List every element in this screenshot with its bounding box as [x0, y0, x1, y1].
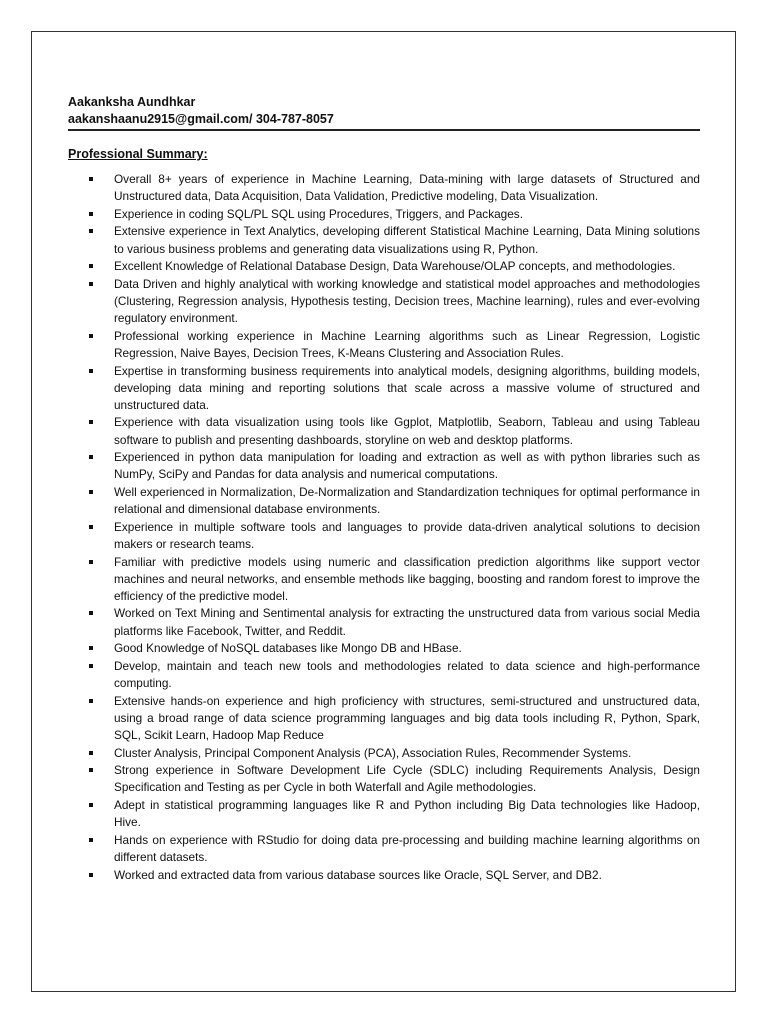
summary-list-item: [114, 171, 700, 205]
bullet-square-icon: [89, 699, 93, 703]
summary-item-text: Well experienced in Normalization, De-Normalization and Standardization techniques for optimal performance in relational and dimensional database environments.: [114, 485, 700, 517]
candidate-name: Aakanksha Aundhkar: [68, 95, 196, 109]
bullet-square-icon: [89, 455, 93, 459]
summary-list-item: [114, 745, 700, 762]
bullet-square-icon: [89, 664, 93, 668]
bullet-square-icon: [89, 611, 93, 615]
summary-item-text: Strong experience in Software Development Life Cycle (SDLC) including Requirements Analysis, Design Specification and Testing as per Cycle in both Waterfall and Agile methodologies.: [114, 763, 700, 795]
bullet-square-icon: [89, 177, 93, 181]
bullet-square-icon: [89, 751, 93, 755]
bullet-square-icon: [89, 490, 93, 494]
summary-item-text: Worked on Text Mining and Sentimental analysis for extracting the unstructured data from various social Media platforms like Facebook, Twitter, and Reddit.: [114, 606, 700, 638]
summary-list-item: [114, 797, 700, 831]
summary-list-item: [114, 867, 700, 884]
summary-item-text: Worked and extracted data from various database sources like Oracle, SQL Server, and DB2.: [114, 867, 602, 882]
summary-list-item: [114, 658, 700, 692]
summary-list-item: [114, 223, 700, 257]
summary-list-item: [114, 414, 700, 448]
resume-page: [31, 31, 736, 992]
bullet-square-icon: [89, 646, 93, 650]
bullet-square-icon: [89, 420, 93, 424]
summary-item-text: Hands on experience with RStudio for doing data pre-processing and building machine learning algorithms on different datasets.: [114, 832, 700, 864]
summary-item-text: Develop, maintain and teach new tools and methodologies related to data science and high-performance computing.: [114, 658, 700, 691]
summary-item-text: Cluster Analysis, Principal Component Analysis (PCA), Association Rules, Recommender Systems.: [114, 745, 632, 760]
summary-list-item: [114, 832, 700, 866]
bullet-square-icon: [89, 838, 93, 842]
summary-list-item: [114, 519, 700, 553]
bullet-square-icon: [89, 282, 93, 286]
summary-item-text: Excellent Knowledge of Relational Database Design, Data Warehouse/OLAP concepts, and methodologies.: [114, 259, 676, 274]
header-divider: [68, 129, 700, 131]
summary-item-text: Adept in statistical programming languages like R and Python including Big Data technologies like Hadoop, Hive.: [114, 798, 700, 830]
section-title-professional-summary: Professional Summary:: [68, 147, 208, 161]
summary-item-text: Overall 8+ years of experience in Machine Learning, Data-mining with large datasets of Structured and Unstructured data, Data Acquisition, Data Validation, Predictive modeling, Data Visualization.: [114, 172, 700, 204]
bullet-square-icon: [89, 369, 93, 373]
summary-list-item: [114, 693, 700, 744]
summary-list-item: [114, 363, 700, 414]
resume-content: [68, 94, 700, 884]
summary-item-text: Expertise in transforming business requirements into analytical models, designing algorithms, building models, developing data mining and reporting solutions that scale across a massive volume of structured and unstructured data.: [114, 363, 700, 412]
summary-list-item: [114, 554, 700, 605]
summary-item-text: Data Driven and highly analytical with working knowledge and statistical model approaches and methodologies (Clustering, Regression analysis, Hypothesis testing, Decision trees, Machine learning), rules and ever-evolving regulatory environment.: [114, 276, 700, 326]
bullet-square-icon: [89, 803, 93, 807]
bullet-square-icon: [89, 264, 93, 268]
summary-item-text: Experienced in python data manipulation for loading and extraction as well as with python libraries such as NumPy, SciPy and Pandas for data analysis and numerical computations.: [114, 450, 700, 482]
summary-item-text: Familiar with predictive models using numeric and classification prediction algorithms like support vector machines and neural networks, and ensemble methods like bagging, boosting and random forest to improve the efficiency of the predictive model.: [114, 554, 700, 603]
summary-item-text: Good Knowledge of NoSQL databases like Mongo DB and HBase.: [114, 641, 462, 656]
summary-item-text: Professional working experience in Machine Learning algorithms such as Linear Regression, Logistic Regression, Naive Bayes, Decision Trees, K-Means Clustering and Association Rules.: [114, 328, 700, 360]
summary-item-text: Extensive experience in Text Analytics, developing different Statistical Machine Learning, Data Mining solutions to various business problems and generating data visualizations using R, Python.: [114, 224, 700, 256]
bullet-square-icon: [89, 229, 93, 233]
bullet-square-icon: [89, 768, 93, 772]
summary-item-text: Extensive hands-on experience and high proficiency with structures, semi-structured and unstructured data, using a broad range of data science programming languages and big data tools including R, Python, Spark, SQL, Scikit Learn, Hadoop Map Reduce: [114, 693, 700, 742]
summary-list-item: [114, 328, 700, 362]
summary-list-item: [114, 762, 700, 796]
summary-list-item: [114, 206, 700, 223]
bullet-square-icon: [89, 560, 93, 564]
summary-list-item: [114, 276, 700, 327]
summary-list-item: [114, 484, 700, 518]
bullet-square-icon: [89, 212, 93, 216]
summary-list-item: [114, 449, 700, 483]
summary-list-item: [114, 258, 700, 275]
bullet-square-icon: [89, 525, 93, 529]
summary-item-text: Experience with data visualization using tools like Ggplot, Matplotlib, Seaborn, Tableau and using Tableau software to publish and presenting dashboards, storyline on web and desktop platforms.: [114, 415, 700, 447]
summary-bullet-list: [68, 171, 700, 884]
bullet-square-icon: [89, 873, 93, 877]
bullet-square-icon: [89, 334, 93, 338]
contact-line: aakanshaanu2915@gmail.com/ 304-787-8057: [68, 112, 334, 126]
summary-item-text: Experience in coding SQL/PL SQL using Procedures, Triggers, and Packages.: [114, 206, 523, 221]
summary-list-item: [114, 640, 700, 657]
summary-list-item: [114, 605, 700, 639]
summary-item-text: Experience in multiple software tools and languages to provide data-driven analytical solutions to decision makers or research teams.: [114, 519, 700, 551]
